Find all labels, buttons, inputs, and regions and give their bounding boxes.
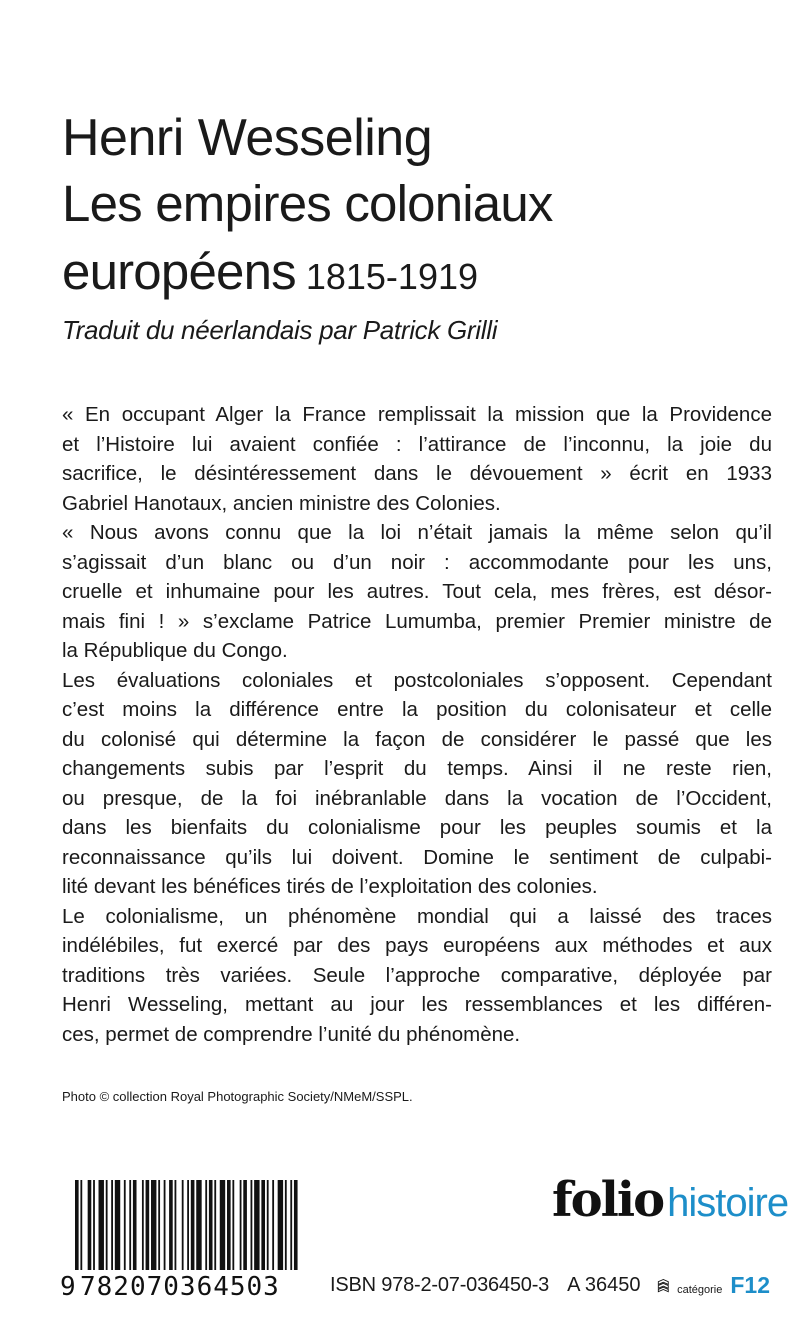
blurb-line: cruelle et inhumaine pour les autres. Tout cela, mes frères, est désor- bbox=[62, 580, 772, 603]
blurb-line: reconnaissance qu’ils lui doivent. Domine le sentiment de culpabi- bbox=[62, 845, 772, 869]
barcode-bar bbox=[294, 1180, 298, 1270]
barcode-bar bbox=[169, 1180, 173, 1270]
blurb-line: Henri Wesseling, mettant au jour les ressemblances et les différen- bbox=[62, 993, 772, 1016]
book-title-line-2 bbox=[62, 243, 479, 300]
blurb-line: Le colonialisme, un phénomène mondial qui a laissé des traces bbox=[62, 904, 772, 928]
blurb-line: lité devant les bénéfices tirés de l’exploitation des colonies. bbox=[62, 875, 598, 898]
barcode-bar bbox=[278, 1180, 283, 1270]
isbn: ISBN 978-2-07-036450-3 bbox=[330, 1273, 550, 1296]
publisher-logo bbox=[552, 1172, 788, 1232]
barcode-bar bbox=[164, 1180, 166, 1270]
barcode-bar bbox=[243, 1180, 247, 1270]
internal-code: A 36450 bbox=[567, 1273, 641, 1296]
blurb-line: changements subis par l’esprit du temps. Ainsi il ne reste rien, bbox=[62, 757, 772, 780]
blurb-line: s’agissait d’un blanc ou d’un noir : accommodante pour les uns, bbox=[62, 550, 772, 574]
barcode-bar bbox=[205, 1180, 207, 1270]
blurb-line: Les évaluations coloniales et postcoloniales s’opposent. Cependant bbox=[62, 668, 772, 692]
barcode-bar bbox=[151, 1180, 156, 1270]
barcode-bar bbox=[267, 1180, 269, 1270]
blurb-line: du colonisé qui détermine la façon de considérer le passé que les bbox=[62, 727, 772, 751]
barcode-bar bbox=[272, 1180, 274, 1270]
barcode-bar bbox=[75, 1180, 79, 1270]
barcode-number bbox=[60, 1268, 310, 1302]
books-icon bbox=[655, 1270, 672, 1300]
barcode-bar bbox=[209, 1180, 213, 1270]
blurb-line: et l’Histoire lui avaient confiée : l’attirance de l’inconnu, la joie du bbox=[62, 432, 772, 456]
barcode-bar bbox=[220, 1180, 225, 1270]
publication-info bbox=[330, 1268, 770, 1302]
photo-credit: Photo © collection Royal Photographic Society/NMeM/SSPL. bbox=[62, 1089, 413, 1104]
barcode-first-digit: 9 bbox=[60, 1272, 77, 1302]
barcode-bar bbox=[285, 1180, 287, 1270]
blurb-text bbox=[62, 400, 772, 1049]
barcode-bar bbox=[158, 1180, 160, 1270]
book-title-word: européens bbox=[62, 243, 296, 300]
category-label: catégorie bbox=[677, 1284, 723, 1296]
barcode-bar bbox=[254, 1180, 259, 1270]
barcode-bar bbox=[133, 1180, 137, 1270]
publisher-word: folio bbox=[552, 1172, 664, 1228]
collection-word: histoire bbox=[667, 1181, 789, 1225]
book-title-line-1: Les empires coloniaux bbox=[62, 175, 553, 232]
barcode-bar bbox=[187, 1180, 189, 1270]
barcode-bar bbox=[251, 1180, 253, 1270]
blurb-line: « En occupant Alger la France remplissait la mission que la Providence bbox=[62, 403, 772, 426]
barcode-bar bbox=[99, 1180, 104, 1270]
blurb-line: mais fini ! » s’exclame Patrice Lumumba, premier Premier ministre de bbox=[62, 609, 772, 633]
blurb-line: dans les bienfaits du colonialisme pour les peuples soumis et la bbox=[62, 816, 772, 839]
blurb-line: Gabriel Hanotaux, ancien ministre des Colonies. bbox=[62, 491, 501, 515]
barcode-digits: 782070364503 bbox=[80, 1272, 280, 1302]
blurb-line: traditions très variées. Seule l’approche comparative, déployée par bbox=[62, 963, 772, 987]
barcode-bar bbox=[88, 1180, 92, 1270]
blurb-line: la République du Congo. bbox=[62, 639, 288, 662]
translator-credit: Traduit du néerlandais par Patrick Grilli bbox=[62, 315, 498, 345]
title-dates: 1815-1919 bbox=[305, 256, 479, 297]
barcode-bar bbox=[240, 1180, 242, 1270]
barcode-icon bbox=[75, 1180, 303, 1270]
barcode-bar bbox=[129, 1180, 131, 1270]
barcode-bar bbox=[227, 1180, 231, 1270]
barcode-bar bbox=[124, 1180, 126, 1270]
barcode-bar bbox=[290, 1180, 292, 1270]
barcode-bar bbox=[196, 1180, 201, 1270]
author-name: Henri Wesseling bbox=[62, 109, 433, 167]
barcode-bar bbox=[115, 1180, 120, 1270]
barcode-bar bbox=[261, 1180, 265, 1270]
blurb-line: ces, permet de comprendre l’unité du phénomène. bbox=[62, 1022, 521, 1046]
blurb-line: sacrifice, le désintéressement dans le dévouement » écrit en 1933 bbox=[62, 462, 772, 485]
barcode-bar bbox=[146, 1180, 150, 1270]
barcode-bar bbox=[175, 1180, 177, 1270]
barcode-bar bbox=[93, 1180, 95, 1270]
blurb-line: indélébiles, fut exercé par des pays européens aux méthodes et aux bbox=[62, 934, 772, 957]
category-code: F12 bbox=[730, 1271, 770, 1298]
barcode-bar bbox=[232, 1180, 234, 1270]
blurb-line: c’est moins la différence entre la position du colonisateur et celle bbox=[62, 698, 772, 721]
blurb-line: ou presque, de la foi inébranlable dans la vocation de l’Occident, bbox=[62, 786, 772, 810]
barcode-bar bbox=[111, 1180, 113, 1270]
barcode-bar bbox=[182, 1180, 184, 1270]
barcode-bar bbox=[214, 1180, 216, 1270]
barcode-bar bbox=[142, 1180, 144, 1270]
barcode-bar bbox=[191, 1180, 195, 1270]
blurb-line: « Nous avons connu que la loi n’était jamais la même selon qu’il bbox=[62, 521, 772, 544]
barcode-bar bbox=[106, 1180, 108, 1270]
barcode-bar bbox=[80, 1180, 82, 1270]
